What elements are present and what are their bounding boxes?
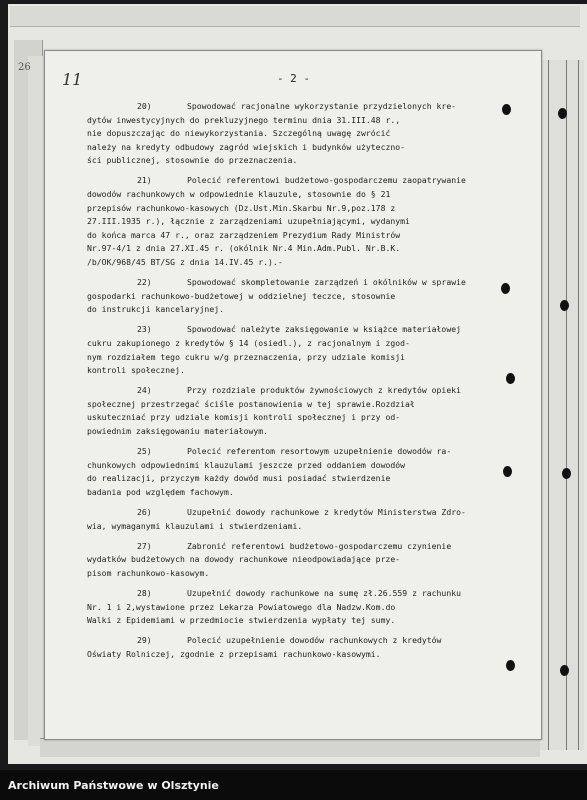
item-number: 25) bbox=[137, 446, 152, 457]
item-first-line bbox=[137, 323, 527, 337]
document-item bbox=[87, 634, 527, 661]
item-line: Uzupełnić dowody rachunkowe na sumę zł.26.559 z rachunku bbox=[187, 588, 461, 598]
edge-mark: 26 bbox=[18, 62, 31, 73]
item-number: 21) bbox=[137, 175, 152, 186]
item-line: dowodów rachunkowych w odpowiednie klauzule, stosownie do § 21 bbox=[87, 189, 391, 200]
item-line: Nr.97-4/1 z dnia 27.XI.45 r. (okólnik Nr.4 Min.Adm.Publ. Nr.B.K. bbox=[87, 243, 401, 254]
item-first-line bbox=[137, 540, 527, 554]
item-line: 27.III.1935 r.), łącznie z zarządzeniami uzupełniającymi, wydanymi bbox=[87, 216, 410, 227]
item-line: Polecić referentom resortowym uzupełnienie dowodów ra- bbox=[187, 446, 452, 457]
document-item bbox=[87, 445, 527, 499]
item-line: Uzupełnić dowody rachunkowe z kredytów Ministerstwa Zdro- bbox=[187, 507, 466, 518]
item-line: kontroli społecznej. bbox=[87, 365, 185, 376]
item-first-line bbox=[137, 174, 527, 188]
archive-footer bbox=[0, 770, 587, 800]
item-line: przepisów rachunkowo-kasowych (Dz.Ust.Min.Skarbu Nr.9,poz.178 z bbox=[87, 202, 396, 213]
item-line: społecznej przestrzegać ściśle postanowienia w tej sprawie.Rozdział bbox=[87, 398, 415, 409]
item-line: do realizacji, przyczym każdy dowód musi posiadać stwierdzenie bbox=[87, 473, 391, 484]
item-line: nie dopuszczając do niewykorzystania. Szczególną uwagę zwrócić bbox=[87, 128, 391, 139]
page-number: - 2 - bbox=[276, 72, 311, 85]
punch-hole bbox=[560, 300, 569, 311]
punch-hole bbox=[506, 660, 515, 671]
item-first-line bbox=[137, 634, 527, 648]
item-number: 26) bbox=[137, 507, 152, 518]
punch-hole bbox=[560, 665, 569, 676]
item-line: /b/OK/968/45 BT/SG z dnia 14.IV.45 r.).- bbox=[87, 257, 283, 268]
item-line: pisom rachunkowo-kasowym. bbox=[87, 567, 210, 578]
punch-hole bbox=[506, 373, 515, 384]
item-number: 24) bbox=[137, 385, 152, 396]
item-list bbox=[87, 100, 527, 668]
item-first-line bbox=[137, 276, 527, 290]
item-line: Oświaty Rolniczej, zgodnie z przepisami rachunkowo-kasowymi. bbox=[87, 648, 381, 659]
document-item bbox=[87, 587, 527, 628]
punch-hole bbox=[502, 104, 511, 115]
item-first-line bbox=[137, 506, 527, 520]
item-line: Zabronić referentowi budżetowo-gospodarczemu czynienie bbox=[187, 540, 452, 551]
punch-hole bbox=[503, 466, 512, 477]
item-first-line bbox=[137, 384, 527, 398]
document-item bbox=[87, 540, 527, 581]
item-line: cukru zakupionego z kredytów § 14 (osiedl.), z racjonalnym i zgod- bbox=[87, 338, 410, 348]
item-line: Polecić uzupełnienie dowodów rachunkowych z kredytów bbox=[187, 635, 442, 646]
item-first-line bbox=[137, 100, 527, 114]
item-line: Spowodować należyte zaksięgowanie w książce materiałowej bbox=[187, 324, 461, 335]
item-line: badania pod względem fachowym. bbox=[87, 486, 234, 497]
item-first-line bbox=[137, 587, 527, 601]
item-line: Spowodować racjonalne wykorzystanie przydzielonych kre- bbox=[187, 101, 457, 111]
item-number: 23) bbox=[137, 324, 152, 335]
item-line: chunkowych odpowiednimi klauzulami jeszcze przed oddaniem dowodów bbox=[87, 459, 406, 470]
item-line: Nr. 1 i 2,wystawione przez Lekarza Powiatowego dla Nadzw.Kom.do bbox=[87, 601, 396, 612]
document-item bbox=[87, 174, 527, 269]
document-item bbox=[87, 323, 527, 377]
item-number: 29) bbox=[137, 635, 152, 646]
right-edge-line bbox=[548, 60, 549, 750]
item-line: wia, wymaganymi klauzulami i stwierdzeniami. bbox=[87, 520, 303, 531]
item-line: Polecić referentowi budżetowo-gospodarczemu zaopatrywanie bbox=[187, 175, 466, 186]
item-line: dytów inwestycyjnych do prekluzyjnego terminu dnia 31.III.48 r., bbox=[87, 114, 401, 125]
item-line: gospodarki rachunkowo-budżetowej w oddzielnej teczce, stosownie bbox=[87, 290, 396, 301]
item-line: należy na kredyty odbudowy zagród wiejskich i budynków użyteczno- bbox=[87, 141, 406, 152]
item-number: 28) bbox=[137, 588, 152, 598]
item-line: do instrukcji kancelaryjnej. bbox=[87, 304, 224, 315]
punch-hole bbox=[558, 108, 567, 119]
item-line: Spowodować skompletowanie zarządzeń i okólników w sprawie bbox=[187, 277, 466, 288]
document-item bbox=[87, 100, 527, 168]
item-line: nym rozdziałem tego cukru w/g przeznaczenia, przy udziale komisji bbox=[87, 351, 406, 362]
punch-hole bbox=[562, 468, 571, 479]
item-line: ści publicznej, stosownie do przeznaczenia. bbox=[87, 155, 298, 166]
item-line: Walki z Epidemiami w przedmiocie stwierdzenia wypłaty tej sumy. bbox=[87, 615, 396, 626]
item-number: 22) bbox=[137, 277, 152, 288]
item-number: 27) bbox=[137, 540, 152, 551]
item-first-line bbox=[137, 445, 527, 459]
document-item bbox=[87, 276, 527, 317]
handwritten-note: 11 bbox=[62, 70, 83, 89]
document-item bbox=[87, 384, 527, 438]
item-line: do końca marca 47 r., oraz zarządzeniem Prezydium Rady Ministrów bbox=[87, 229, 401, 240]
right-edge-line bbox=[578, 60, 579, 750]
left-paper-edge-inner bbox=[28, 56, 45, 746]
item-line: wydatków budżetowych na dowody rachunkowe nieodpowiadające prze- bbox=[87, 554, 401, 565]
item-number: 20) bbox=[137, 101, 152, 111]
punch-hole bbox=[501, 283, 510, 294]
right-edge-line bbox=[566, 60, 567, 750]
bottom-paper-edge bbox=[40, 738, 540, 757]
item-line: powiednim zaksięgowaniu materiałowym. bbox=[87, 426, 269, 437]
document-item bbox=[87, 506, 527, 533]
item-line: Przy rozdziale produktów żywnościowych z kredytów opieki bbox=[187, 385, 461, 396]
item-line: uskuteczniać przy udziale komisji kontroli społecznej i przy od- bbox=[87, 412, 401, 423]
top-paper-edge bbox=[10, 6, 580, 27]
archive-label: Archiwum Państwowe w Olsztynie bbox=[8, 779, 219, 792]
